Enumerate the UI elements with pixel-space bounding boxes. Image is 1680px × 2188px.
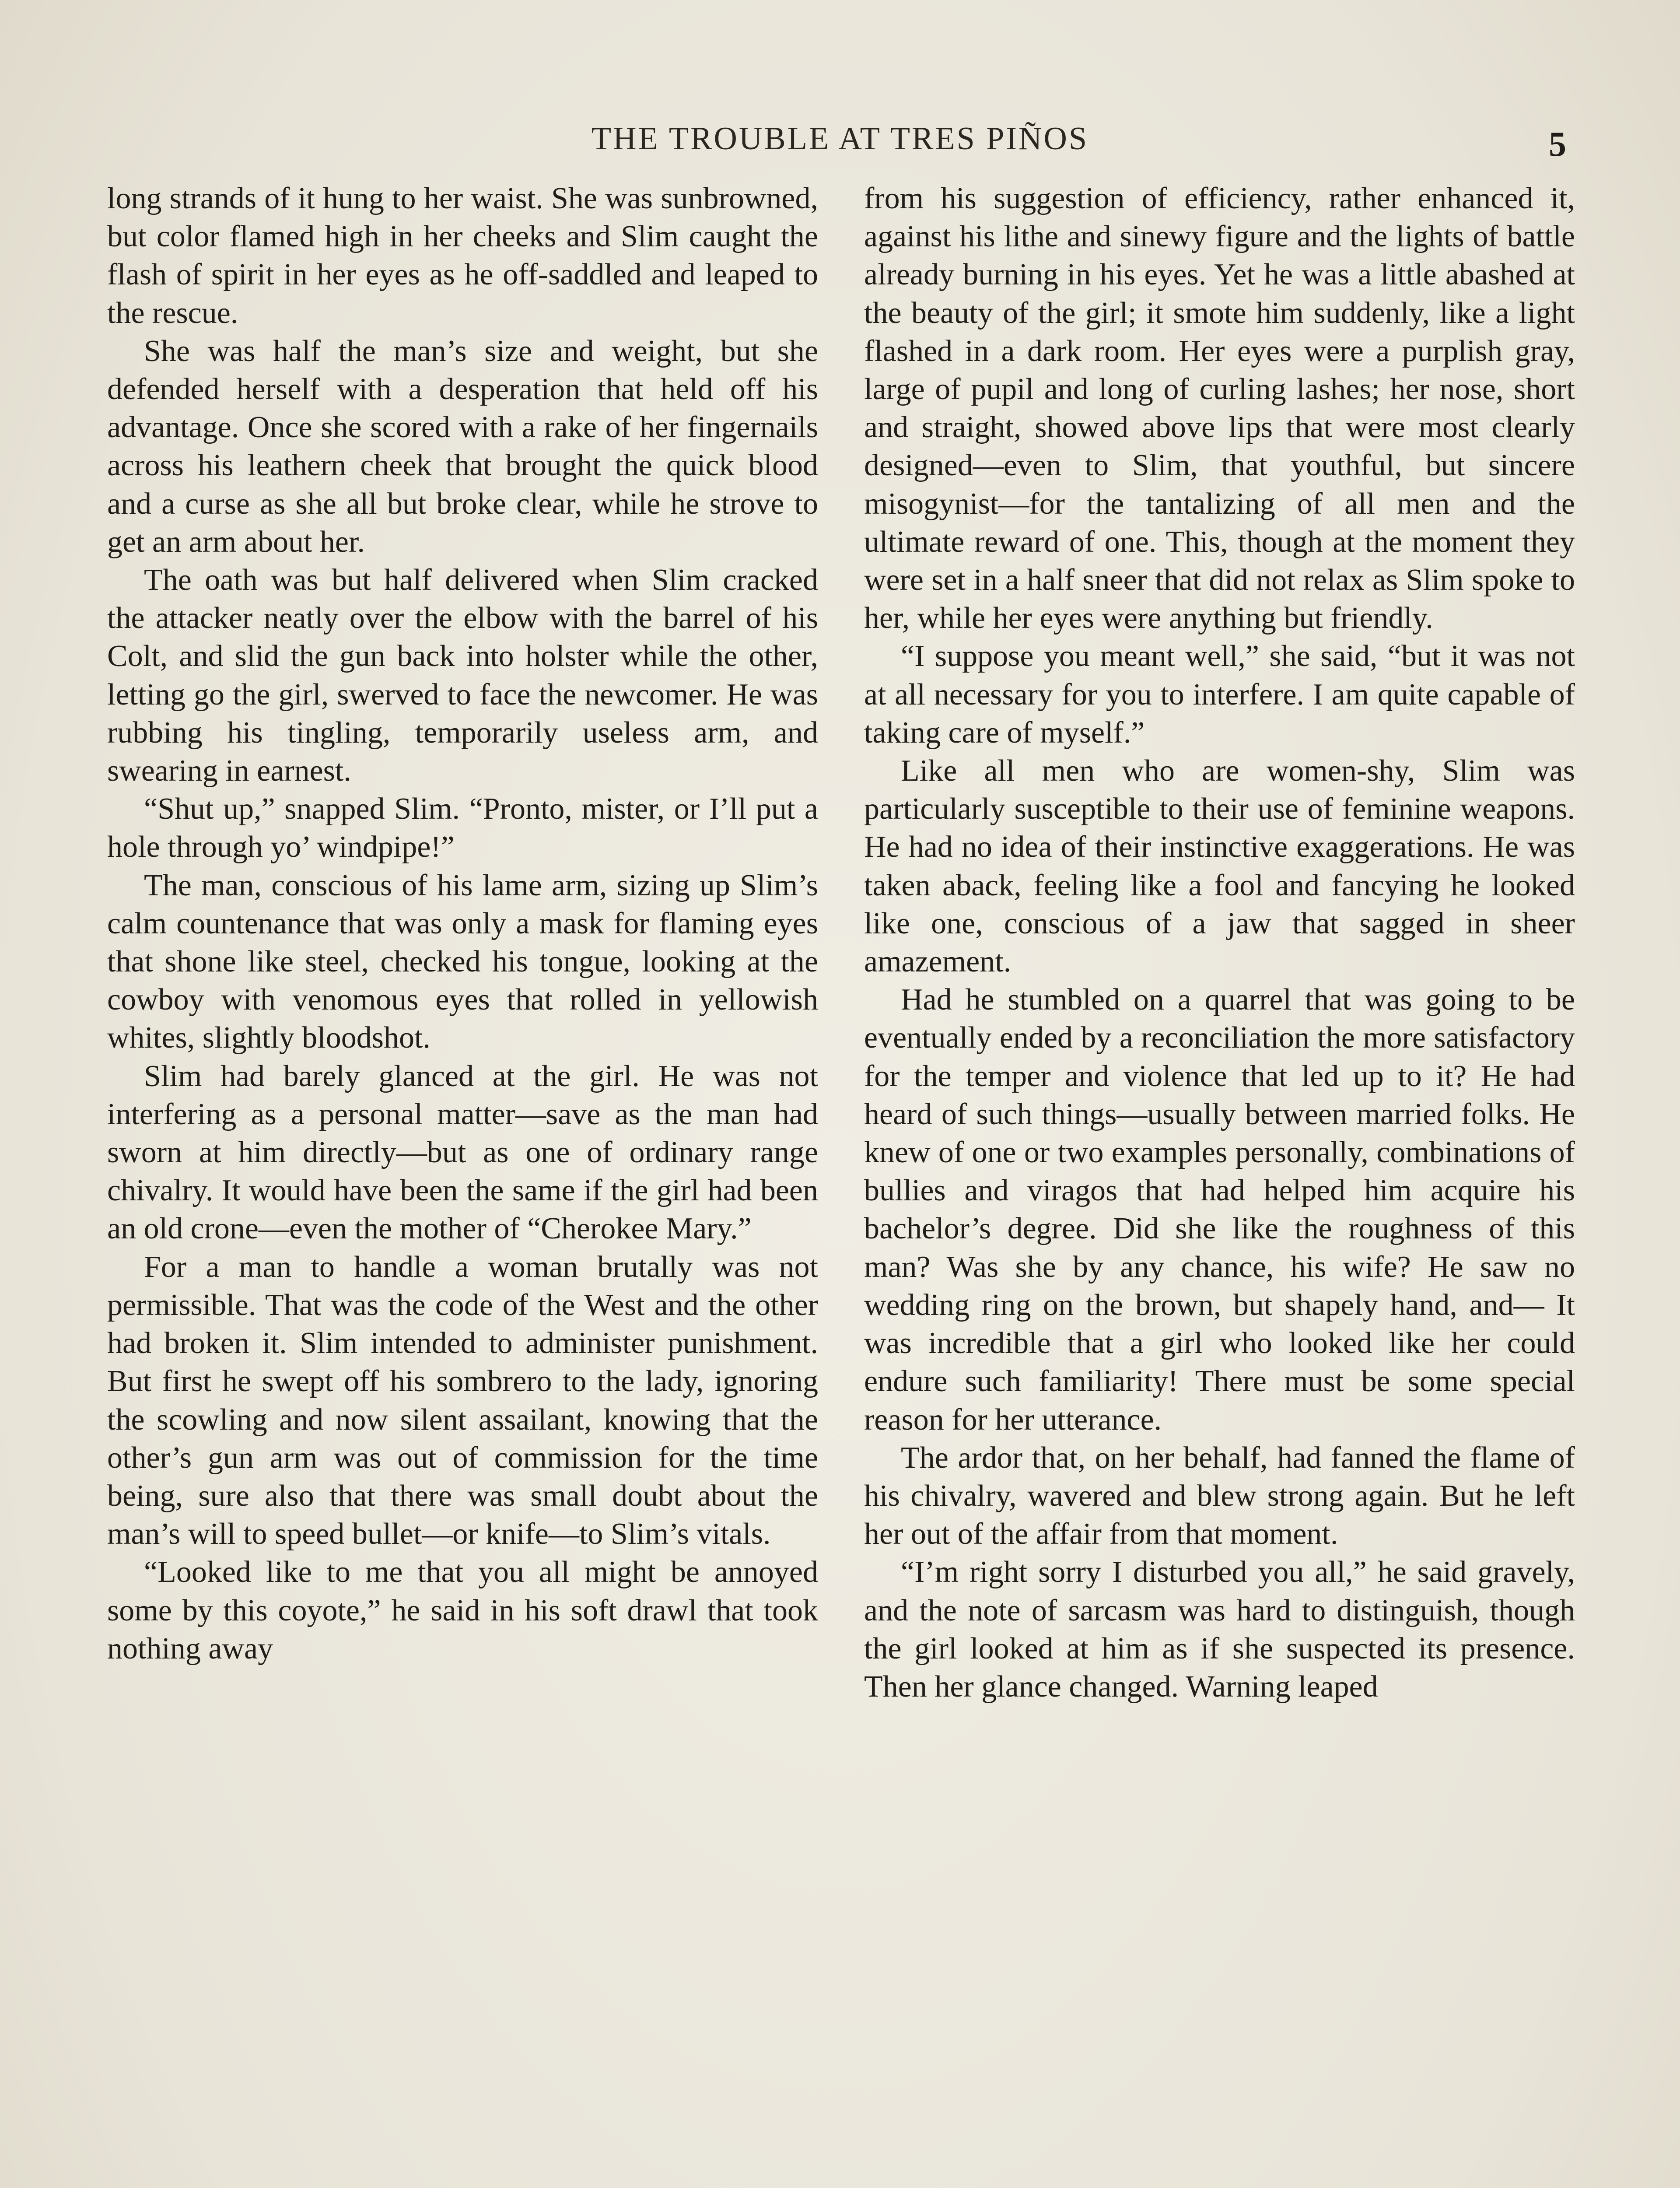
paragraph: Had he stumbled on a quarrel that was going to be eventually ended by a reconciliation the more satisfactory for the temper and violence that led up to it? He had heard of such things—usually between married folks. He knew of one or two examples personally, combinations of bullies and viragos that had helped him acquire his bachelor’s degree. Did she like the roughness of this man? Was she by any chance, his wife? He saw no wedding ring on the brown, but shapely hand, and— It was incredible that a girl who looked like her could endure such familiarity! There must be some special reason for her utterance. — [864, 983, 1575, 1437]
right-text-column — [864, 179, 1575, 2162]
paragraph: She was half the man’s size and weight, but she defended herself with a desperation that held off his advantage. Once she scored with a rake of her fingernails across his leathern cheek that brought the quick blood and a curse as she all but broke clear, while he strove to get an arm about her. — [107, 334, 818, 559]
paragraph: “I suppose you meant well,” she said, “but it was not at all necessary for you to interfere. I am quite capable of taking care of myself.” — [864, 639, 1575, 750]
page-number: 5 — [1549, 125, 1566, 164]
paragraph: long strands of it hung to her waist. She was sunbrowned, but color flamed high in her cheeks and Slim caught the flash of spirit in her eyes as he off-saddled and leaped to the rescue. — [107, 182, 818, 330]
paragraph: “I’m right sorry I disturbed you all,” he said gravely, and the note of sarcasm was hard to distinguish, though the girl looked at him as if she suspected its presence. Then her glance changed. Warning leaped — [864, 1555, 1575, 1704]
paragraph: Like all men who are women-shy, Slim was particularly susceptible to their use of feminine weapons. He had no idea of their instinctive exaggerations. He was taken aback, feeling like a fool and fancying he looked like one, conscious of a jaw that sagged in sheer amazement. — [864, 754, 1575, 979]
paragraph: The oath was but half delivered when Slim cracked the attacker neatly over the elbow with the barrel of his Colt, and slid the gun back into holster while the other, letting go the girl, swerved to face the newcomer. He was rubbing his tingling, temporarily useless arm, and swearing in earnest. — [107, 563, 818, 788]
left-text-column — [107, 179, 818, 2162]
paragraph: from his suggestion of efficiency, rather enhanced it, against his lithe and sinewy figure and the lights of battle already burning in his eyes. Yet he was a little abashed at the beauty of the girl; it smote him suddenly, like a light flashed in a dark room. Her eyes were a purplish gray, large of pupil and long of curling lashes; her nose, short and straight, showed above lips that were most clearly designed—even to Slim, that youthful, but sincere misogynist—for the tantalizing of all men and the ultimate reward of one. This, though at the moment they were set in a half sneer that did not relax as Slim spoke to her, while her eyes were anything but friendly. — [864, 182, 1575, 635]
paragraph: “Looked like to me that you all might be annoyed some by this coyote,” he said in his soft drawl that took nothing away — [107, 1555, 818, 1666]
paragraph: The man, conscious of his lame arm, sizing up Slim’s calm countenance that was only a mask for flaming eyes that shone like steel, checked his tongue, looking at the cowboy with venomous eyes that rolled in yellowish whites, slightly bloodshot. — [107, 868, 818, 1055]
paragraph: Slim had barely glanced at the girl. He was not interfering as a personal matter—save as the man had sworn at him directly—but as one of ordinary range chivalry. It would have been the same if the girl had been an old crone—even the mother of “Cherokee Mary.” — [107, 1059, 818, 1246]
paragraph: “Shut up,” snapped Slim. “Pronto, mister, or I’ll put a hole through yo’ windpipe!” — [107, 792, 818, 864]
paragraph: The ardor that, on her behalf, had fanned the flame of his chivalry, wavered and blew strong again. But he left her out of the affair from that moment. — [864, 1441, 1575, 1551]
paragraph: For a man to handle a woman brutally was not permissible. That was the code of the West and the other had broken it. Slim intended to administer punishment. But first he swept off his sombrero to the lady, ignoring the scowling and now silent assailant, knowing that the other’s gun arm was out of commission for the time being, sure also that there was small doubt about the man’s will to speed bullet—or knife—to Slim’s vitals. — [107, 1250, 818, 1551]
running-title: THE TROUBLE AT TRES PIÑOS — [591, 121, 1089, 157]
